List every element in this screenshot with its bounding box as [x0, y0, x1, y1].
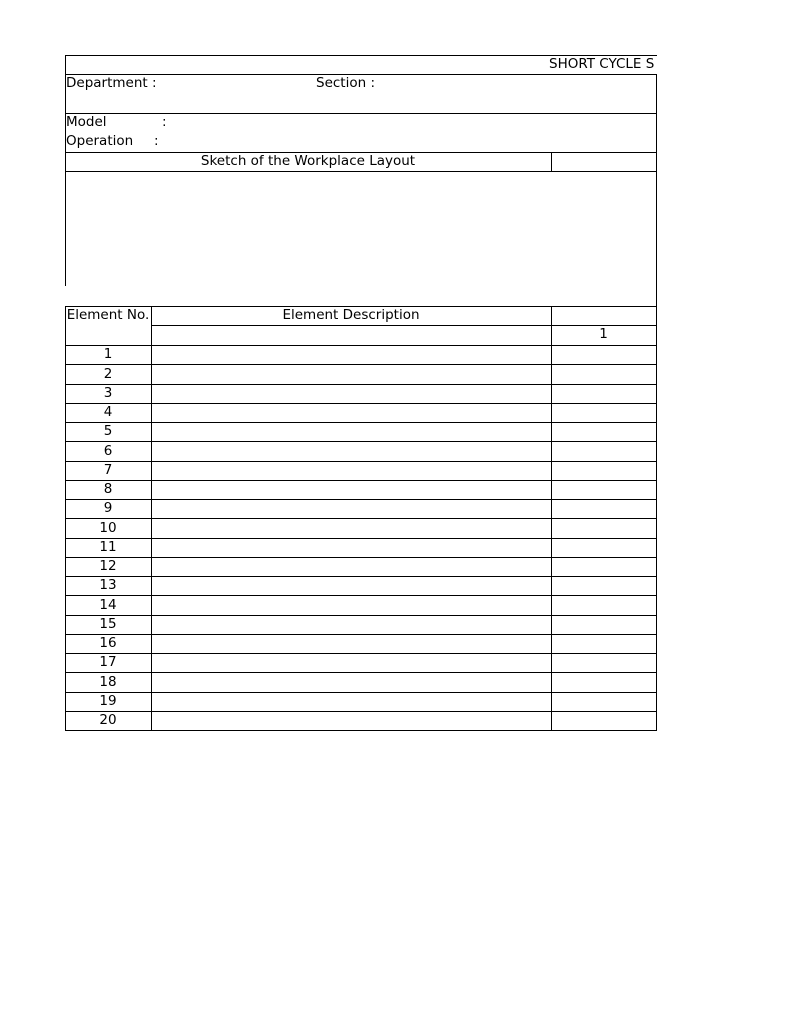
element-number: 5 — [103, 423, 113, 439]
element-description-cell[interactable] — [152, 404, 551, 422]
cycle-1-time-cell[interactable] — [552, 596, 656, 615]
divider — [551, 152, 552, 172]
cycle-1-time-cell[interactable] — [552, 442, 656, 461]
cycle-1-time-cell[interactable] — [552, 519, 656, 538]
element-description-cell[interactable] — [152, 558, 551, 576]
element-number: 19 — [99, 693, 117, 709]
element-description-cell[interactable] — [152, 519, 551, 538]
element-number: 17 — [99, 654, 117, 670]
form-title: SHORT CYCLE S — [549, 56, 655, 72]
column-divider — [151, 306, 152, 731]
cycle-1-time-cell[interactable] — [552, 404, 656, 422]
cycle-1-time-cell[interactable] — [552, 635, 656, 653]
element-number: 1 — [103, 346, 113, 362]
element-number: 13 — [99, 577, 117, 593]
element-description-cell[interactable] — [152, 693, 551, 711]
department-label: Department : — [66, 75, 157, 91]
table-bottom-border — [65, 730, 657, 731]
element-number: 8 — [103, 481, 113, 497]
element-description-cell[interactable] — [152, 442, 551, 461]
element-number: 14 — [99, 597, 117, 613]
section-label: Section : — [316, 75, 375, 91]
cycle-number-header: 1 — [599, 326, 608, 342]
cycle-1-time-cell[interactable] — [552, 365, 656, 384]
cycle-1-time-cell[interactable] — [552, 500, 656, 518]
element-description-cell[interactable] — [152, 385, 551, 403]
element-description-cell[interactable] — [152, 635, 551, 653]
element-number: 15 — [99, 616, 117, 632]
element-description-cell[interactable] — [152, 462, 551, 480]
cycle-1-time-cell[interactable] — [552, 462, 656, 480]
cycle-1-time-cell[interactable] — [552, 346, 656, 364]
element-description-cell[interactable] — [152, 673, 551, 692]
cycle-1-time-cell[interactable] — [552, 481, 656, 499]
element-number: 9 — [103, 500, 113, 516]
element-number: 4 — [103, 404, 113, 420]
element-number: 11 — [99, 539, 117, 555]
element-description-cell[interactable] — [152, 577, 551, 595]
element-number: 12 — [99, 558, 117, 574]
operation-label: Operation — [66, 133, 134, 149]
table-right-border — [656, 306, 657, 731]
divider — [65, 113, 657, 114]
sketch-header: Sketch of the Workplace Layout — [200, 153, 416, 169]
element-number: 16 — [99, 635, 117, 651]
cycle-1-time-cell[interactable] — [552, 539, 656, 557]
operation-colon: : — [154, 133, 159, 149]
cycle-1-time-cell[interactable] — [552, 558, 656, 576]
cycle-1-time-cell[interactable] — [552, 577, 656, 595]
column-header-element-description: Element Description — [282, 307, 420, 323]
form-right-border — [656, 74, 657, 306]
cycle-1-time-cell[interactable] — [552, 385, 656, 403]
element-number: 10 — [99, 520, 117, 536]
cycle-1-time-cell[interactable] — [552, 693, 656, 711]
cycle-1-time-cell[interactable] — [552, 616, 656, 634]
cycle-1-time-cell[interactable] — [552, 423, 656, 441]
model-colon: : — [162, 114, 167, 130]
element-description-cell[interactable] — [152, 654, 551, 672]
element-description-cell[interactable] — [152, 712, 551, 730]
column-divider — [551, 306, 552, 731]
cycle-1-time-cell[interactable] — [552, 654, 656, 672]
element-number: 7 — [103, 462, 113, 478]
column-header-element-no: Element No. — [66, 307, 150, 323]
element-description-cell[interactable] — [152, 539, 551, 557]
cycle-1-time-cell[interactable] — [552, 712, 656, 730]
table-left-border — [65, 306, 66, 731]
element-number: 20 — [99, 712, 117, 728]
element-description-cell[interactable] — [152, 365, 551, 384]
element-number: 2 — [103, 366, 113, 382]
model-label: Model — [66, 114, 107, 130]
sketch-area[interactable] — [66, 172, 656, 305]
element-description-cell[interactable] — [152, 346, 551, 364]
element-description-cell[interactable] — [152, 500, 551, 518]
element-number: 18 — [99, 674, 117, 690]
element-description-cell[interactable] — [152, 596, 551, 615]
element-description-cell[interactable] — [152, 616, 551, 634]
element-number: 3 — [103, 385, 113, 401]
element-number: 6 — [103, 443, 113, 459]
cycle-1-time-cell[interactable] — [552, 673, 656, 692]
table-top-border — [551, 306, 657, 307]
element-description-cell[interactable] — [152, 481, 551, 499]
element-description-cell[interactable] — [152, 423, 551, 441]
